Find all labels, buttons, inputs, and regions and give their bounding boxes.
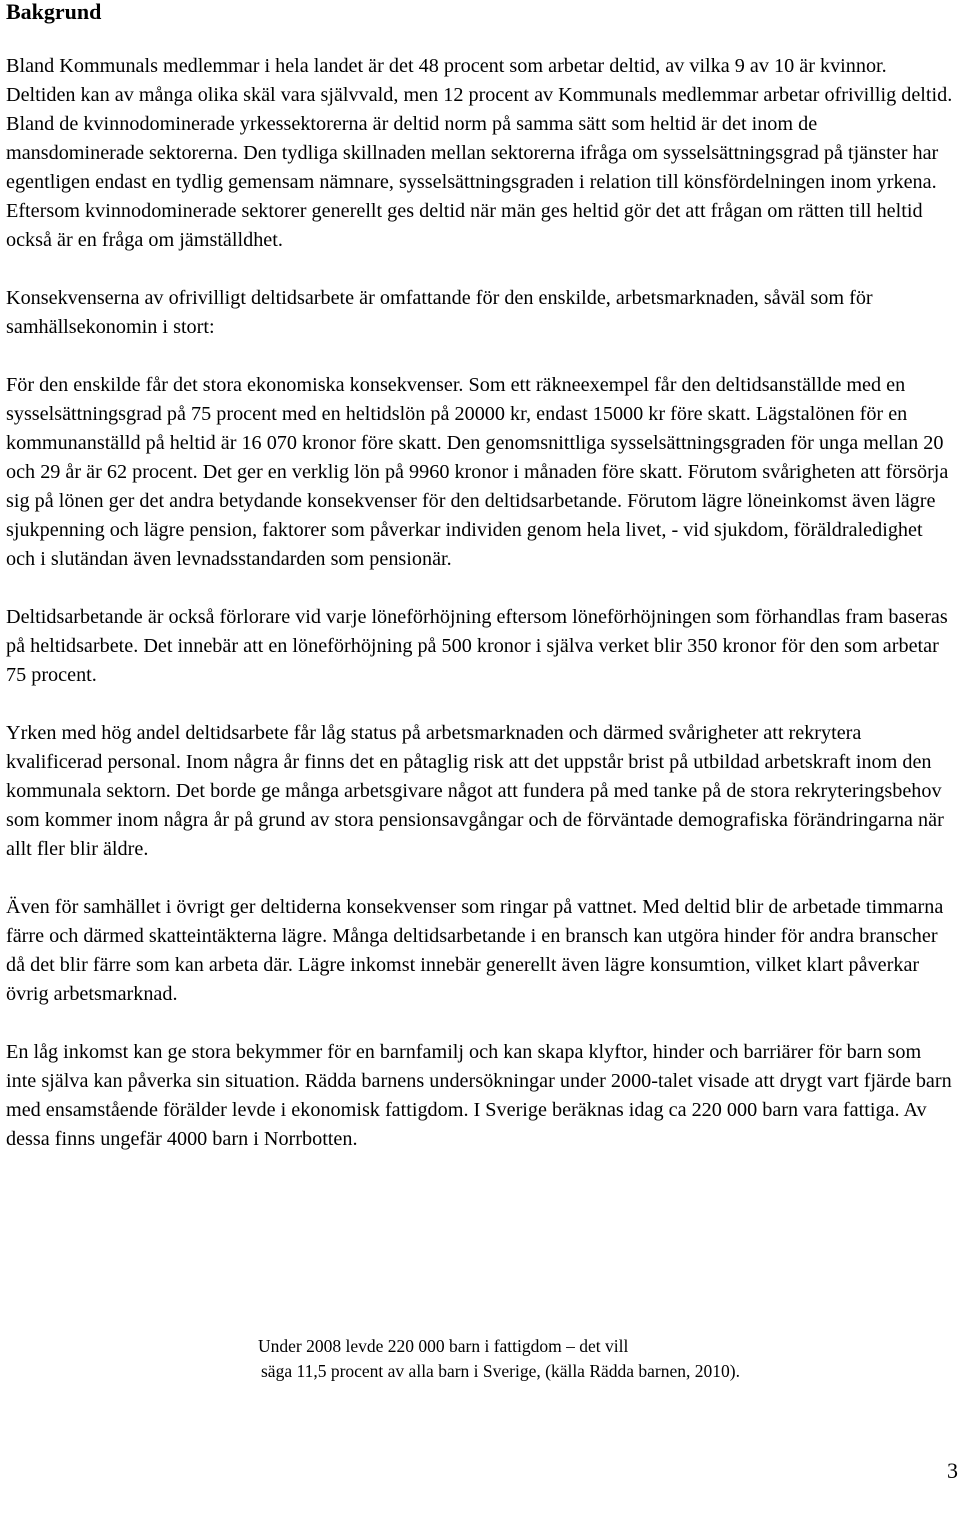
quote-line-1: Under 2008 levde 220 000 barn i fattigdom – det vill xyxy=(258,1336,629,1356)
paragraph-background: Bland Kommunals medlemmar i hela landet är det 48 procent som arbetar deltid, av vilka 9 av 10 är kvinnor. Deltiden kan av många olika skäl vara självvald, men 12 procent av Kommunals medlemmar arbetar ofrivillig deltid. Bland de kvinnodominerade yrkessektorerna är deltid norm på samma sätt som heltid är det inom de mansdominerade sektorerna. Den tydliga skillnaden mellan sektorerna ifråga om sysselsättningsgrad på tjänster har egentligen endast en tydlig gemensam nämnare, sysselsättningsgraden i relation till könsfördelningen inom yrkena. Eftersom kvinnodominerade sektorer generellt ges deltid när män ges heltid gör det att frågan om rätten till heltid också är en fråga om jämställdhet. xyxy=(6,55,953,251)
paragraph-salary-increase: Deltidsarbetande är också förlorare vid varje löneförhöjning eftersom löneförhöjningen som förhandlas fram baseras på heltidsarbete. Det innebär att en löneförhöjning på 500 kronor i själva verket blir 350 kronor för den som arbetar 75 procent. xyxy=(6,606,948,686)
quote-block xyxy=(258,1334,898,1384)
paragraph-recruitment: Yrken med hög andel deltidsarbete får låg status på arbetsmarknaden och därmed svårigheter att rekrytera kvalificerad personal. Inom några år finns det en påtaglig risk att det uppstår brist på utbildad arbetskraft inom den kommunala sektorn. Det borde ge många arbetsgivare något att fundera på med tanke på de stora rekryteringsbehov som kommer inom några år på grund av stora pensionsavgångar och de förväntade demografiska förändringarna när allt fler blir äldre. xyxy=(6,722,944,860)
paragraph-child-poverty: En låg inkomst kan ge stora bekymmer för en barnfamilj och kan skapa klyftor, hinder och barriärer för barn som inte själva kan påverka sin situation. Rädda barnens undersökningar under 2000-talet visade att drygt vart fjärde barn med ensamstående förälder levde i ekonomisk fattigdom. I Sverige beräknas idag ca 220 000 barn vara fattiga. Av dessa finns ungefär 4000 barn i Norrbotten. xyxy=(6,1041,952,1150)
quote-line-2: säga 11,5 procent av alla barn i Sverige, (källa Rädda barnen, 2010). xyxy=(261,1361,740,1381)
body-text xyxy=(6,52,954,1154)
section-heading: Bakgrund xyxy=(6,0,102,24)
paragraph-individual-consequences: För den enskilde får det stora ekonomiska konsekvenser. Som ett räkneexempel får den deltidsanställde med en sysselsättningsgrad på 75 procent med en heltidslön på 20000 kr, endast 15000 kr före skatt. Lägstalönen för en kommunanställd på heltid är 16 070 kronor före skatt. Den genomsnittliga sysselsättningsgraden för unga mellan 20 och 29 år är 62 procent. Det ger en verklig lön på 9960 kronor i månaden före skatt. Förutom svårigheten att försörja sig på lönen ger det andra betydande konsekvenser för den deltidsarbetande. Förutom lägre löneinkomst även lägre sjukpenning och lägre pension, faktorer som påverkar individen genom hela livet, - vid sjukdom, föräldraledighet och i slutändan även levnadsstandarden som pensionär. xyxy=(6,374,949,570)
paragraph-consequences-intro: Konsekvenserna av ofrivilligt deltidsarbete är omfattande för den enskilde, arbetsmarknaden, såväl som för samhällsekonomin i stort: xyxy=(6,287,873,338)
page-number: 3 xyxy=(947,1458,958,1483)
paragraph-society: Även för samhället i övrigt ger deltiderna konsekvenser som ringar på vattnet. Med deltid blir de arbetade timmarna färre och därmed skatteintäkterna lägre. Många deltidsarbetande i en bransch kan utgöra hinder för andra branscher då det blir färre som kan arbeta där. Lägre inkomst innebär generellt även lägre konsumtion, vilket klart påverkar övrig arbetsmarknad. xyxy=(6,896,944,1005)
